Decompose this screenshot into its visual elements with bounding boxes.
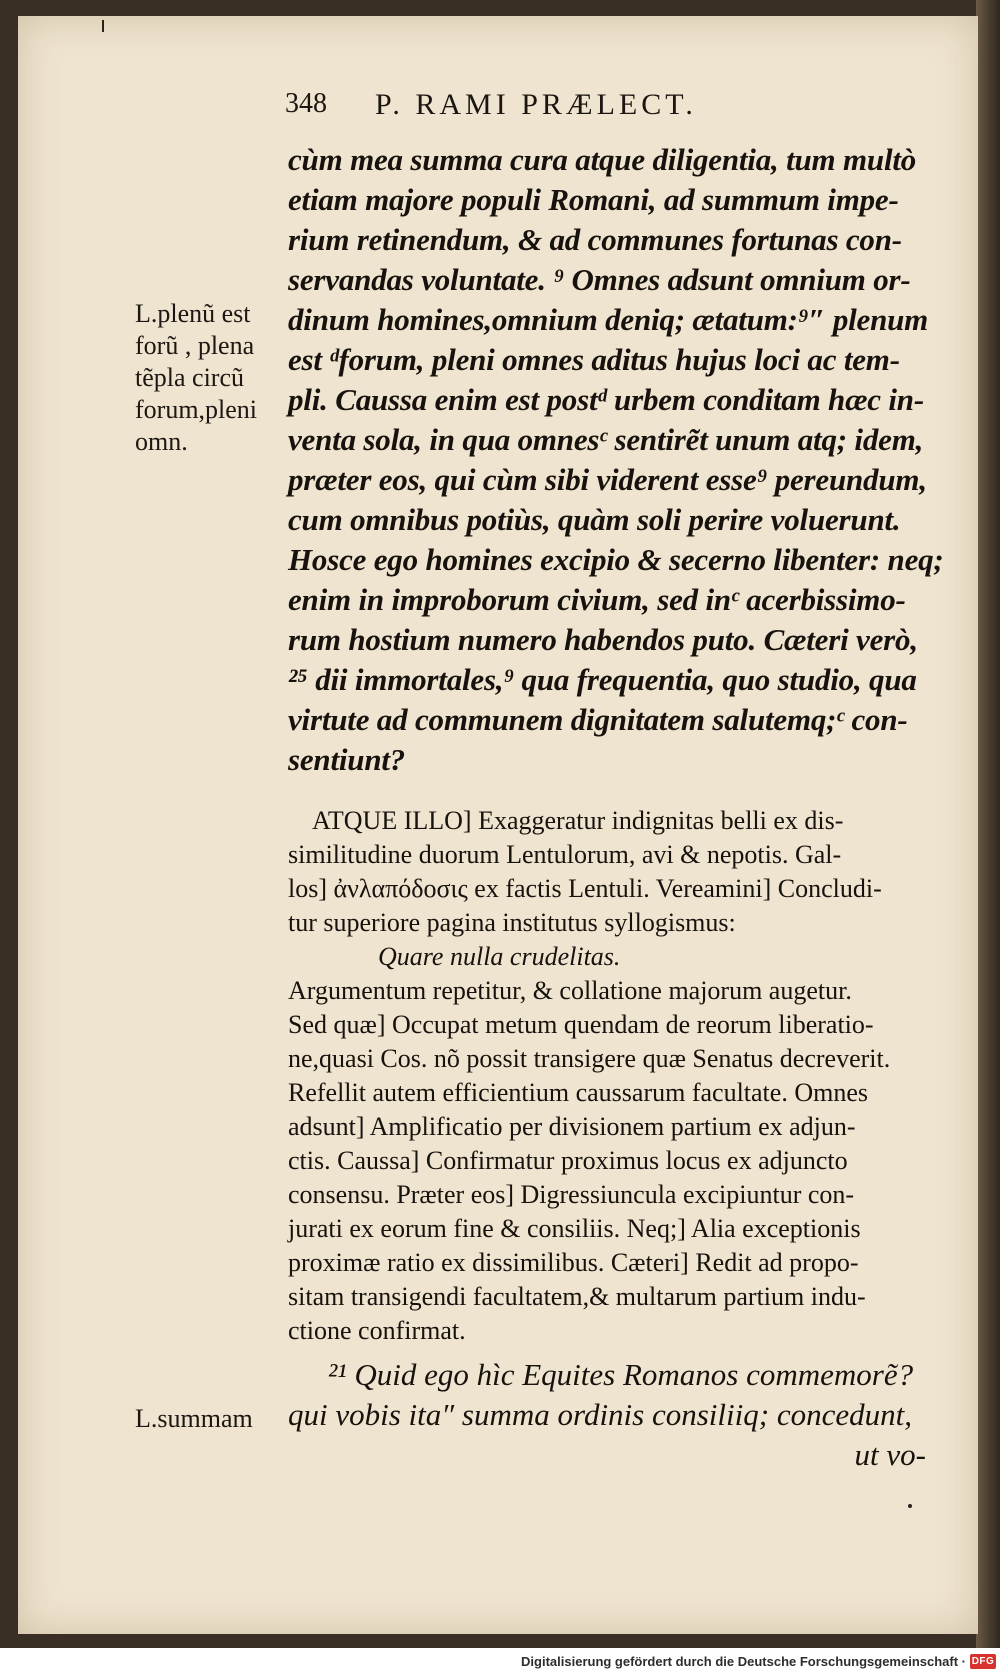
oration-line: cùm mea summa cura atque diligentia, tum multò	[288, 142, 917, 177]
margin-note-line: L.plenũ est	[135, 299, 251, 328]
oration-block-1	[288, 140, 968, 780]
commentary-line: Sed quæ] Occupat metum quendam de reorum liberatio-	[288, 1010, 874, 1039]
oration-line: cum omnibus potiùs, quàm soli perire voluerunt.	[288, 502, 901, 537]
oration-line: qui vobis ita″ summa ordinis consiliiq; concedunt,	[288, 1397, 912, 1432]
oration-line: sentiunt?	[288, 742, 406, 777]
commentary-line: ATQUE ILLO] Exaggeratur indignitas belli ex dis-	[312, 806, 844, 835]
oration-line: ²¹ Quid ego hìc Equites Romanos commemorẽ?	[328, 1357, 914, 1392]
oration-block-2	[288, 1355, 968, 1475]
oration-line: præter eos, qui cùm sibi viderent esse⁹ pereundum,	[288, 462, 927, 497]
commentary-line: Argumentum repetitur, & collatione majorum augetur.	[288, 976, 852, 1005]
oration-line: etiam majore populi Romani, ad summum impe-	[288, 182, 899, 217]
margin-note-line: forum,pleni	[135, 395, 258, 424]
margin-note-line: tẽpla circũ	[135, 363, 244, 392]
commentary-line: consensu. Præter eos] Digressiuncula excipiuntur con-	[288, 1180, 855, 1209]
commentary-line: similitudine duorum Lentulorum, avi & nepotis. Gal-	[288, 840, 842, 869]
digitization-footer	[0, 1648, 1000, 1674]
catchword: ut vo-	[854, 1437, 926, 1472]
commentary-block	[288, 804, 968, 1348]
oration-line: pli. Caussa enim est postᵈ urbem conditam hæc in-	[288, 382, 924, 417]
oration-line: Hosce ego homines excipio & secerno libenter: neq;	[288, 542, 944, 577]
oration-line: enim in improborum civium, sed inᶜ acerbissimo-	[288, 582, 906, 617]
oration-line: rum hostium numero habendos puto. Cæteri verò,	[288, 622, 918, 657]
commentary-line: ctis. Caussa] Confirmatur proximus locus ex adjuncto	[288, 1146, 848, 1175]
margin-note-line: forũ , plena	[135, 331, 255, 360]
margin-note-line: L.summam	[135, 1404, 253, 1433]
oration-line: servandas voluntate. ⁹ Omnes adsunt omnium or-	[288, 262, 911, 297]
footer-credit: Digitalisierung gefördert durch die Deutsche Forschungsgemeinschaft ·	[521, 1654, 966, 1669]
oration-line: rium retinendum, & ad communes fortunas con-	[288, 222, 902, 257]
oration-line: dinum homines,omnium deniq; ætatum:⁹″ plenum	[288, 302, 929, 337]
page-number: 348	[285, 88, 327, 119]
commentary-line: Refellit autem efficientium caussarum facultate. Omnes	[288, 1078, 868, 1107]
book-edge	[976, 0, 1000, 1648]
commentary-line: jurati ex eorum fine & consiliis. Neq;] Alia exceptionis	[288, 1214, 861, 1243]
running-head: P. RAMI PRÆLECT.	[375, 88, 697, 121]
commentary-line: adsunt] Amplificatio per divisionem partium ex adjun-	[288, 1112, 856, 1141]
dfg-logo: DFG	[971, 1656, 995, 1667]
page-speck	[102, 20, 104, 32]
commentary-line: tur superiore pagina institutus syllogismus:	[288, 908, 736, 937]
commentary-line: ctione confirmat.	[288, 1316, 466, 1345]
margin-note-1	[135, 298, 257, 458]
commentary-line: proximæ ratio ex dissimilibus. Cæteri] Redit ad propo-	[288, 1248, 859, 1277]
page-header	[285, 88, 845, 128]
oration-line: ²⁵ dii immortales,⁹ qua frequentia, quo studio, qua	[288, 662, 917, 697]
oration-line: virtute ad communem dignitatem salutemq;ᶜ con-	[288, 702, 908, 737]
commentary-quote: Quare nulla crudelitas.	[378, 942, 621, 971]
page-speck	[908, 1504, 912, 1508]
oration-line: est ᵈforum, pleni omnes aditus hujus loci ac tem-	[288, 342, 900, 377]
margin-note-line: omn.	[135, 427, 188, 456]
commentary-line: ne,quasi Cos. nõ possit transigere quæ Senatus decreverit.	[288, 1044, 891, 1073]
commentary-line: sitam transigendi facultatem,& multarum partium indu-	[288, 1282, 866, 1311]
margin-note-2	[135, 1403, 253, 1435]
commentary-line: los] ἀνλαπόδοσις ex factis Lentuli. Vereamini] Concludi-	[288, 874, 882, 903]
oration-line: venta sola, in qua omnesᶜ sentirẽt unum atq; idem,	[288, 422, 924, 457]
